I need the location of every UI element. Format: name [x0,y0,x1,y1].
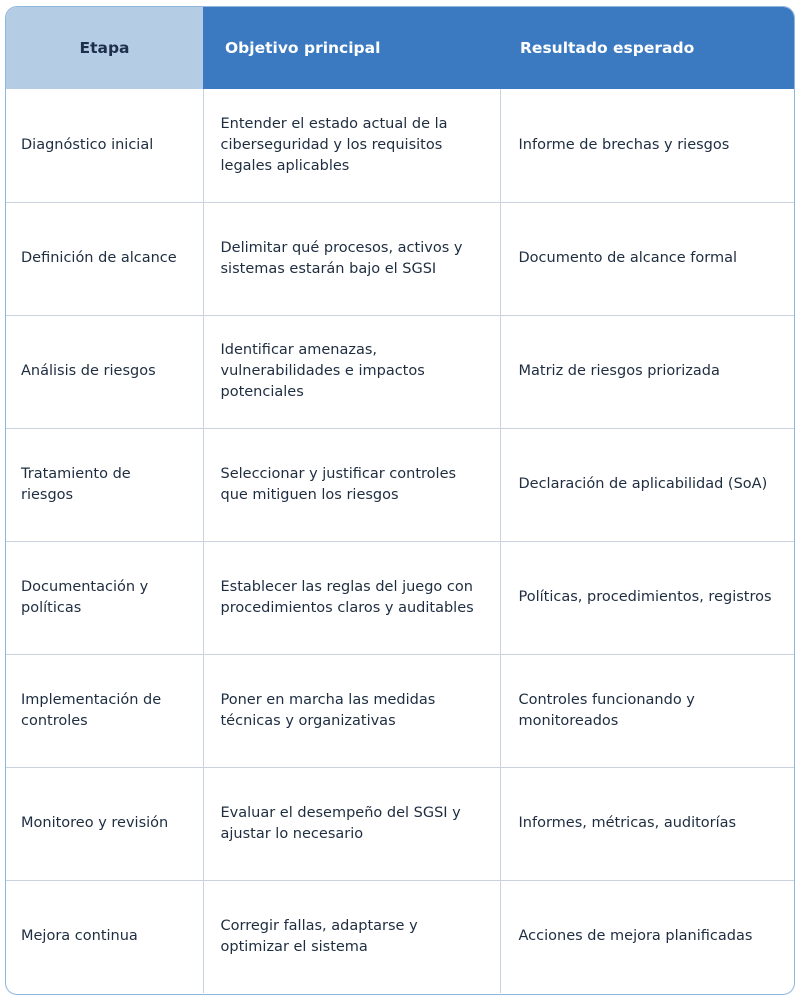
stages-table [6,7,795,993]
result-cell: Informe de brechas y riesgos [500,89,795,202]
stage-cell: Mejora continua [6,880,203,993]
result-cell: Declaración de aplicabilidad (SoA) [500,428,795,541]
table-container [5,6,795,995]
result-cell: Controles funcionando y monitoreados [500,654,795,767]
stage-cell: Diagnóstico inicial [21,136,154,153]
objective-cell: Entender el estado actual de la ciberseguridad y los requisitos legales aplicables [203,89,500,202]
table-row [6,202,795,315]
objective-cell: Identificar amenazas, vulnerabilidades e impactos potenciales [203,315,500,428]
objective-cell: Corregir fallas, adaptarse y optimizar el sistema [203,880,500,993]
result-cell: Acciones de mejora planificadas [500,880,795,993]
stage-cell: Implementación de controles [6,654,203,767]
header-stage: Etapa [6,7,203,89]
table-row [6,89,795,202]
result-cell: Informes, métricas, auditorías [500,767,795,880]
objective-cell: Seleccionar y justificar controles que mitiguen los riesgos [203,428,500,541]
objective-cell: Delimitar qué procesos, activos y sistemas estarán bajo el SGSI [203,202,500,315]
stage-cell: Análisis de riesgos [6,315,203,428]
objective-cell: Establecer las reglas del juego con procedimientos claros y auditables [203,541,500,654]
table-row [6,654,795,767]
stage-cell: Documentación y políticas [6,541,203,654]
table-row [6,428,795,541]
header-objective: Objetivo principal [203,7,500,89]
table-row [6,541,795,654]
result-cell: Políticas, procedimientos, registros [500,541,795,654]
table-body [6,89,795,993]
stage-cell: Monitoreo y revisión [6,767,203,880]
table-row [6,880,795,993]
table-header [6,7,795,89]
stage-cell: Definición de alcance [6,202,203,315]
result-cell: Matriz de riesgos priorizada [500,315,795,428]
header-result: Resultado esperado [500,7,795,89]
objective-cell: Poner en marcha las medidas técnicas y organizativas [203,654,500,767]
stage-cell: Tratamiento de riesgos [6,428,203,541]
header-row [6,7,795,89]
table-row [6,315,795,428]
table-row [6,767,795,880]
objective-cell: Evaluar el desempeño del SGSI y ajustar lo necesario [203,767,500,880]
result-cell: Documento de alcance formal [500,202,795,315]
